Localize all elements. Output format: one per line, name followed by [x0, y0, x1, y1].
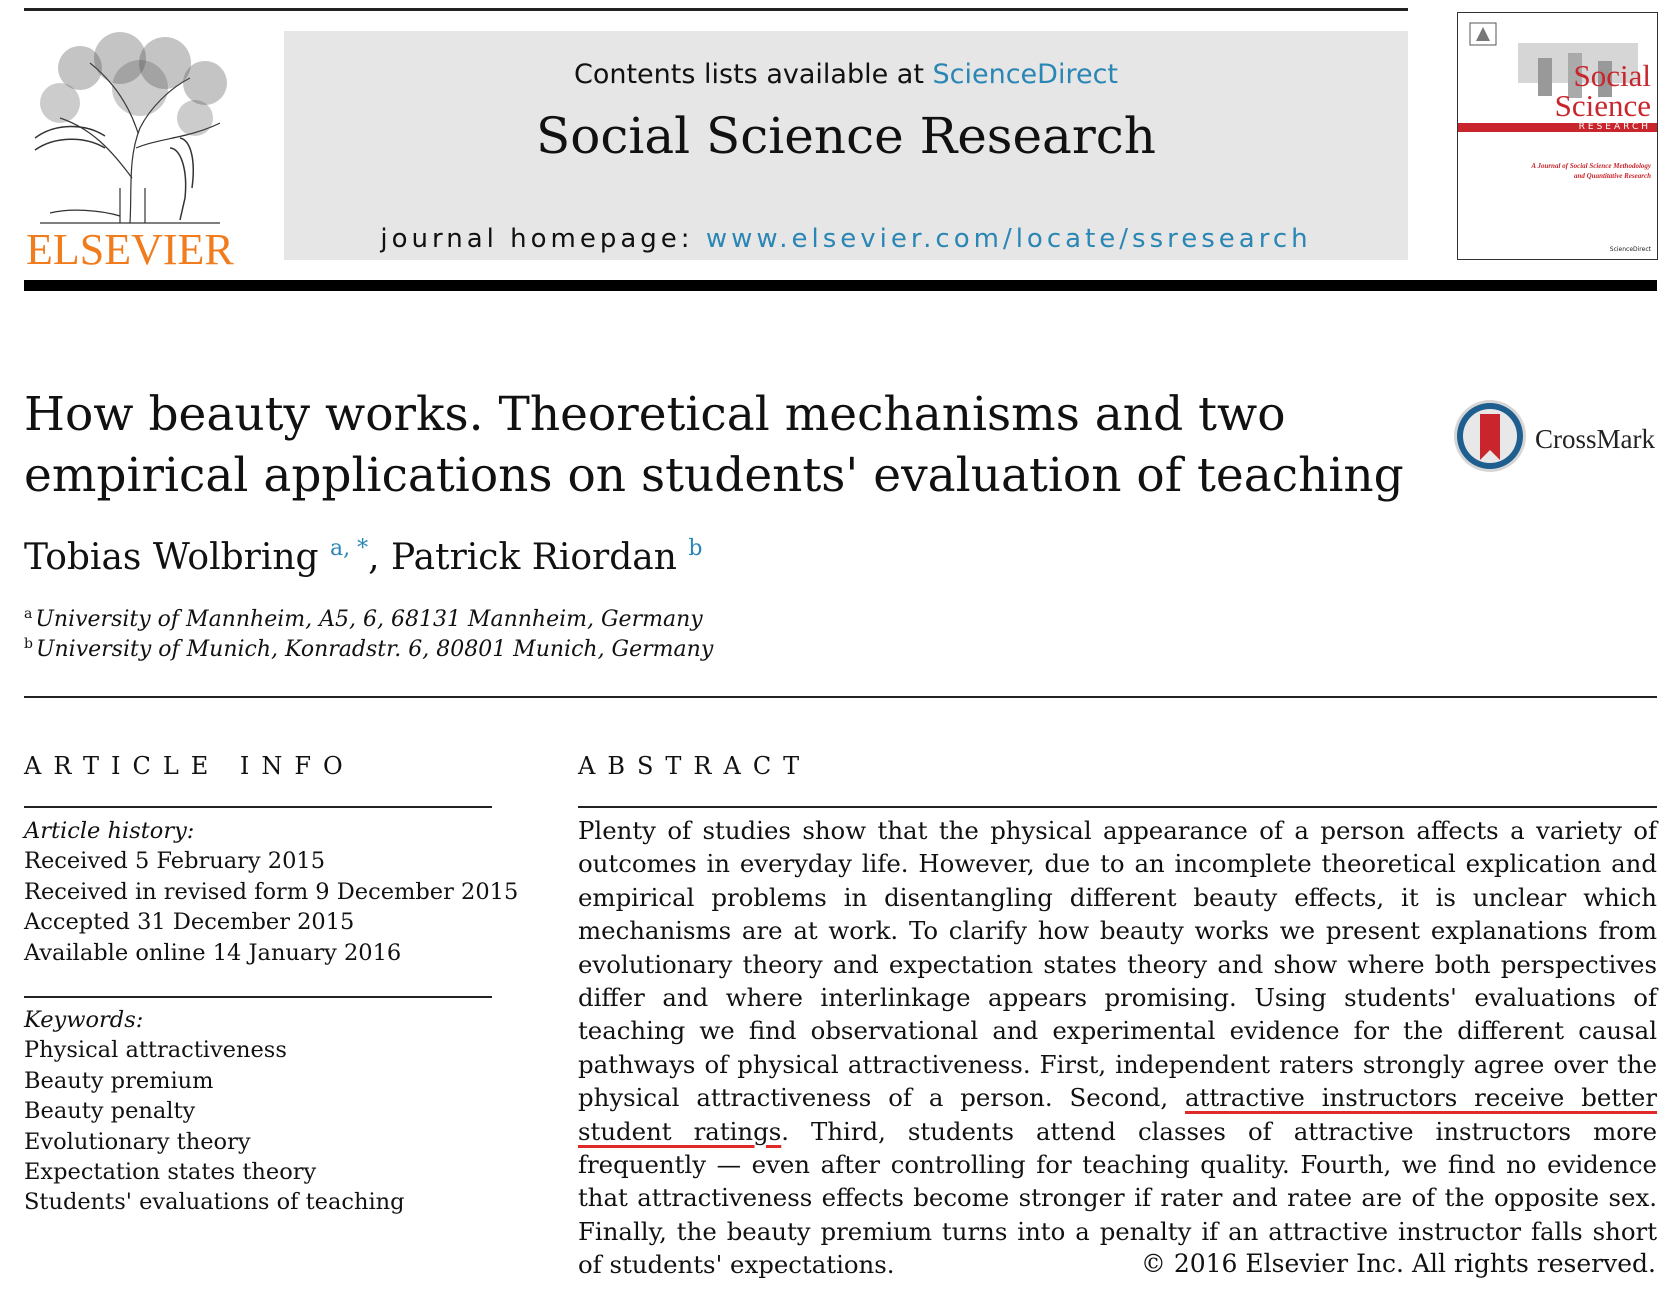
article-history — [24, 816, 518, 968]
article-title — [24, 384, 1404, 506]
history-label: Article history: — [24, 818, 195, 844]
tree-icon — [20, 28, 240, 228]
cover-title-line1: Social — [1573, 58, 1651, 93]
crossmark-badge[interactable] — [1452, 398, 1662, 478]
cover-title-line2: Science — [1554, 88, 1651, 123]
copyright-notice: © 2016 Elsevier Inc. All rights reserved. — [1140, 1249, 1656, 1278]
keyword-item[interactable]: Beauty premium — [24, 1067, 214, 1094]
elsevier-wordmark: ELSEVIER — [26, 225, 234, 274]
keyword-item[interactable]: Students' evaluations of teaching — [24, 1189, 405, 1216]
homepage-prefix: journal homepage: — [380, 224, 706, 254]
cover-footer: ScienceDirect — [1609, 246, 1651, 253]
abstract-text-part2: . Third, students attend classes of attractive instructors more frequently — even after controlling for teaching quality. Fourth, we find no evidence that attractiveness effects become stronger if rater and ratee are of the opposite sex. Finally, the beauty premium turns into a penalty if an attractive instructor falls short of students' expectations. — [578, 1116, 1658, 1280]
contents-prefix: Contents lists available at — [573, 59, 933, 90]
affiliation-text: University of Munich, Konradstr. 6, 80801 Munich, Germany — [35, 637, 714, 662]
divider — [24, 806, 492, 808]
contents-line — [284, 59, 1408, 90]
history-item: Accepted 31 December 2015 — [24, 909, 355, 936]
header-top-rule — [24, 8, 1408, 11]
article-info-heading: ARTICLE INFO — [24, 752, 355, 780]
crossmark-icon — [1452, 398, 1532, 478]
homepage-link[interactable]: www.elsevier.com/locate/ssresearch — [705, 224, 1312, 254]
abstract-highlight: attractive instructors receive better student ratings — [578, 1083, 1658, 1146]
abstract-text — [578, 814, 1657, 1282]
crossmark-label: CrossMark — [1535, 424, 1655, 454]
article-title-line1: How beauty works. Theoretical mechanisms and two — [24, 387, 1286, 442]
keywords — [24, 1005, 405, 1218]
keyword-item[interactable]: Evolutionary theory — [24, 1128, 251, 1155]
abstract-text-part1: Plenty of studies show that the physical appearance of a person affects a variety of outcomes in everyday life. However, due to an incomplete theoretical explication and empirical problems in disentangling different beauty effects, it is unclear which mechanisms are at work. To clarify how beauty works we present explanations from evolutionary theory and expectation states theory and show where both perspectives differ and where interlinkage appears promising. Using students' evaluations of teaching we find observational and experimental evidence for the different causal pathways of physical attractiveness. First, independent raters strongly agree over the physical attractiveness of a person. Second, — [578, 816, 1657, 1113]
abstract-heading: ABSTRACT — [578, 752, 812, 780]
affiliation — [24, 636, 713, 662]
author-name[interactable]: Tobias Wolbring — [24, 537, 319, 578]
homepage-line — [284, 224, 1408, 254]
journal-cover[interactable] — [1457, 12, 1658, 260]
affiliation — [24, 606, 703, 632]
keyword-item[interactable]: Beauty penalty — [24, 1098, 196, 1125]
header-bottom-rule — [24, 280, 1657, 291]
keyword-item[interactable]: Expectation states theory — [24, 1159, 317, 1186]
affiliation-text: University of Mannheim, A5, 6, 68131 Mannheim, Germany — [35, 607, 703, 632]
divider — [24, 996, 492, 998]
author-separator: , — [368, 537, 392, 578]
author-affiliation-marker[interactable]: a, * — [330, 536, 369, 561]
author-affiliation-marker[interactable]: b — [688, 536, 703, 561]
cover-band-text: RESEARCH — [1578, 122, 1651, 132]
affiliation-marker: a — [24, 606, 33, 622]
journal-title: Social Science Research — [536, 107, 1156, 165]
cover-subtitle: A Journal of Social Science Methodology and Quantitative Research — [1531, 162, 1651, 180]
sciencedirect-link[interactable]: ScienceDirect — [932, 59, 1119, 90]
author-list — [24, 536, 702, 578]
history-item: Received 5 February 2015 — [24, 848, 326, 875]
divider — [578, 806, 1657, 808]
journal-masthead — [284, 31, 1408, 260]
keywords-label: Keywords: — [24, 1007, 144, 1033]
keyword-item[interactable]: Physical attractiveness — [24, 1037, 287, 1064]
divider — [24, 696, 1657, 698]
history-item: Available online 14 January 2016 — [24, 939, 402, 966]
cover-title — [1554, 58, 1651, 123]
author-name[interactable]: Patrick Riordan — [391, 537, 677, 578]
affiliation-marker: b — [24, 636, 33, 652]
history-item: Received in revised form 9 December 2015 — [24, 878, 519, 905]
article-title-line2: empirical applications on students' evaluation of teaching — [24, 448, 1404, 503]
elsevier-logo[interactable] — [20, 28, 240, 274]
